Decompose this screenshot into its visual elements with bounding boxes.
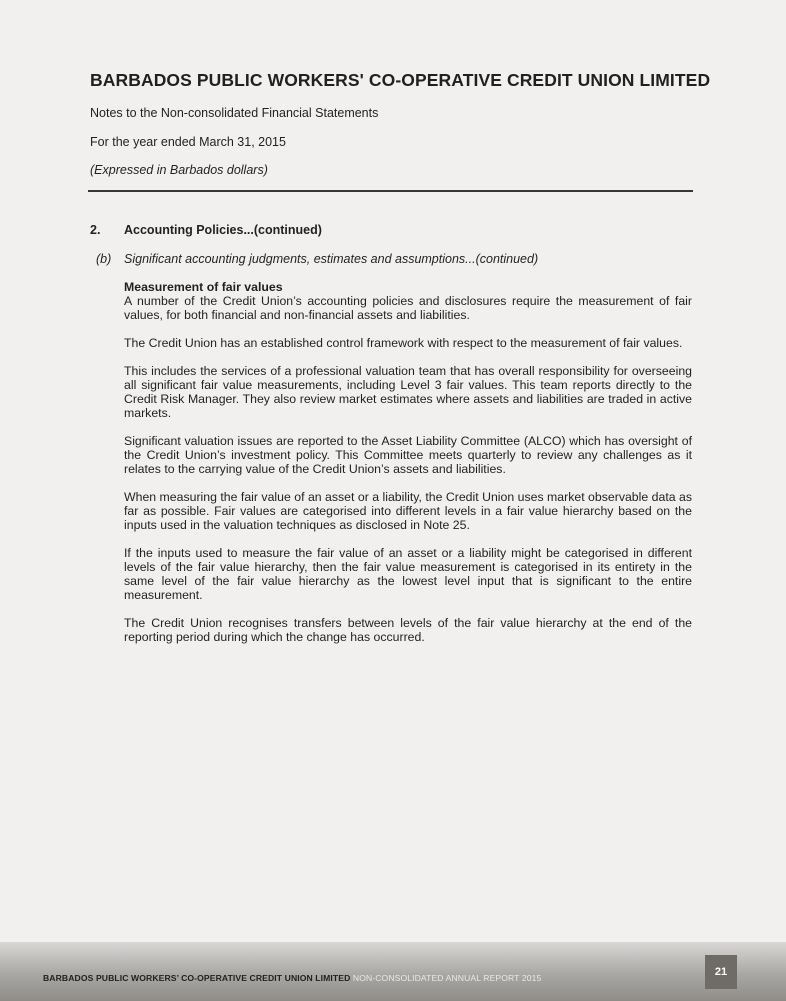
statement-subtitle: Notes to the Non-consolidated Financial Statements xyxy=(90,106,379,120)
paragraph: If the inputs used to measure the fair value of an asset or a liability might be categorised in different levels of the fair value hierarchy, then the fair value measurement is categorised in its entirety in the same level of the fair value hierarchy as the lowest level input that is significant to the entire measurement. xyxy=(124,546,692,602)
footer-text xyxy=(43,973,541,983)
paragraph: The Credit Union has an established control framework with respect to the measurement of fair values. xyxy=(124,336,683,350)
subsection-label: (b) xyxy=(96,252,112,266)
section-heading xyxy=(90,223,322,237)
content-heading: Measurement of fair values xyxy=(124,280,283,294)
page-number: 21 xyxy=(705,955,737,989)
reporting-period: For the year ended March 31, 2015 xyxy=(90,135,286,149)
subsection-heading xyxy=(96,252,538,266)
paragraph: Significant valuation issues are reported to the Asset Liability Committee (ALCO) which has oversight of the Credit Union’s investment policy. This Committee meets quarterly to review any challenges as it relates to the carrying value of the Credit Union’s assets and liabilities. xyxy=(124,434,692,476)
footer-organization: BARBADOS PUBLIC WORKERS’ CO-OPERATIVE CREDIT UNION LIMITED xyxy=(43,973,351,983)
footer-report-name: NON-CONSOLIDATED ANNUAL REPORT 2015 xyxy=(352,973,542,983)
currency-note: (Expressed in Barbados dollars) xyxy=(90,163,268,177)
paragraph: The Credit Union recognises transfers between levels of the fair value hierarchy at the end of the reporting period during which the change has occurred. xyxy=(124,616,692,644)
fair-value-notes xyxy=(124,280,692,658)
header-divider xyxy=(88,190,693,192)
organization-title: BARBADOS PUBLIC WORKERS' CO-OPERATIVE CREDIT UNION LIMITED xyxy=(90,70,711,90)
paragraph: When measuring the fair value of an asset or a liability, the Credit Union uses market observable data as far as possible. Fair values are categorised into different levels in a fair value hierarchy based on the inputs used in the valuation techniques as disclosed in Note 25. xyxy=(124,490,692,532)
section-number: 2. xyxy=(90,223,101,237)
paragraph: This includes the services of a professional valuation team that has overall responsibility for overseeing all significant fair value measurements, including Level 3 fair values. This team reports directly to the Credit Risk Manager. They also review market estimates where assets and liabilities are traded in active markets. xyxy=(124,364,692,420)
footer-band xyxy=(0,942,786,1001)
subsection-title: Significant accounting judgments, estimates and assumptions...(continued) xyxy=(124,252,539,266)
section-title: Accounting Policies...(continued) xyxy=(124,223,322,237)
paragraph: A number of the Credit Union’s accounting policies and disclosures require the measurement of fair values, for both financial and non-financial assets and liabilities. xyxy=(124,294,692,322)
